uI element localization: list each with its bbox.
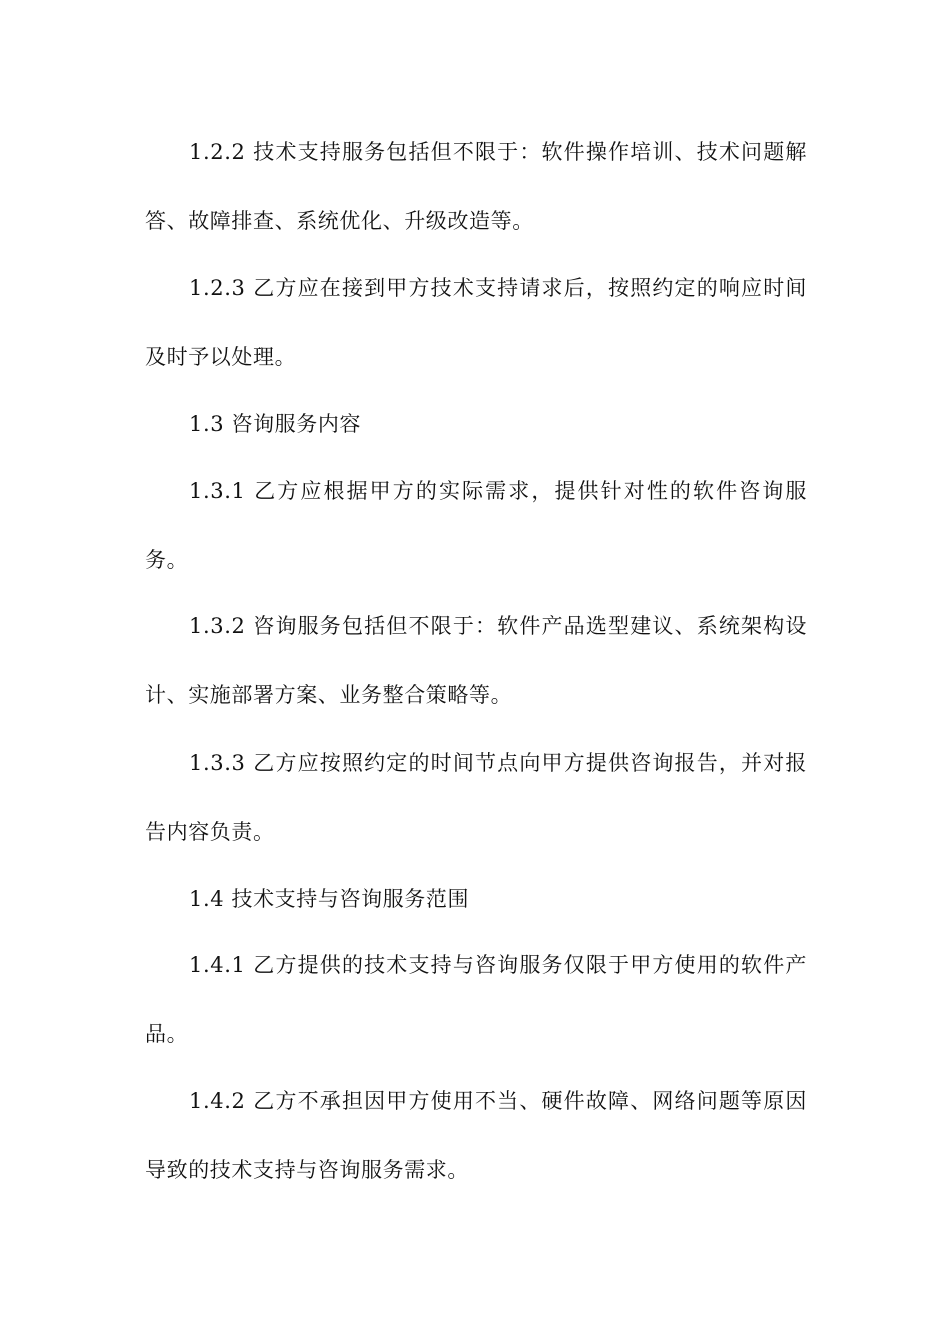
clause-1-4-2: 1.4.2 乙方不承担因甲方使用不当、硬件故障、网络问题等原因导致的技术支持与咨询服务需求。 [145, 1089, 807, 1182]
clause-1-4-1: 1.4.1 乙方提供的技术支持与咨询服务仅限于甲方使用的软件产品。 [145, 953, 807, 1046]
section-heading-1-3: 1.3 咨询服务内容 [189, 412, 362, 436]
section-heading-1-4: 1.4 技术支持与咨询服务范围 [189, 887, 470, 911]
clause-1-3-1: 1.3.1 乙方应根据甲方的实际需求，提供针对性的软件咨询服务。 [145, 479, 807, 572]
clause-1-2-2: 1.2.2 技术支持服务包括但不限于：软件操作培训、技术问题解答、故障排查、系统优化、升级改造等。 [145, 140, 807, 233]
clause-1-2-3: 1.2.3 乙方应在接到甲方技术支持请求后，按照约定的响应时间及时予以处理。 [145, 276, 807, 369]
clause-1-3-3: 1.3.3 乙方应按照约定的时间节点向甲方提供咨询报告，并对报告内容负责。 [145, 751, 807, 844]
clause-1-3-2: 1.3.2 咨询服务包括但不限于：软件产品选型建议、系统架构设计、实施部署方案、业务整合策略等。 [145, 614, 807, 707]
